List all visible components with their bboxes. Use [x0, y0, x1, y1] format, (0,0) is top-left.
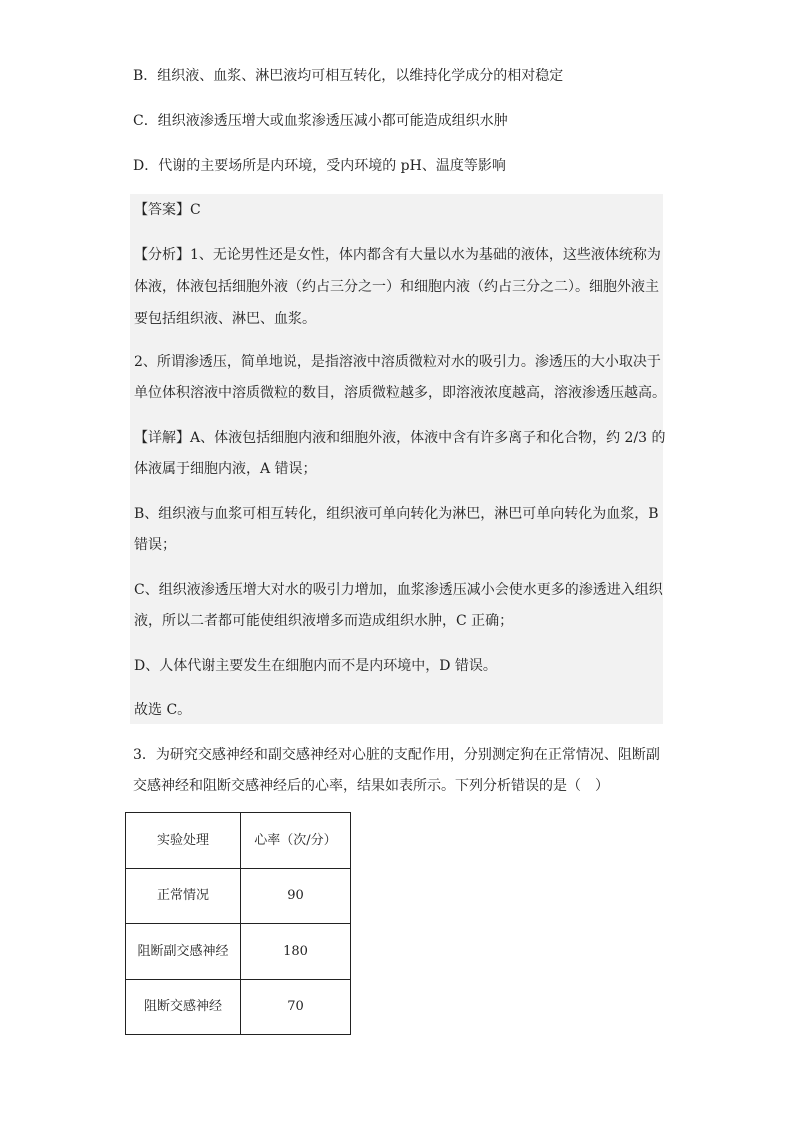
analysis2-line-1: 2、所谓渗透压，简单地说，是指溶液中溶质微粒对水的吸引力。渗透压的大小取决于 [134, 354, 661, 370]
table-cell: 180 [241, 924, 351, 980]
table-cell: 90 [241, 869, 351, 924]
analysis-line-3: 要包括组织液、淋巴、血浆。 [134, 311, 316, 327]
table-cell: 70 [241, 980, 351, 1035]
table-row [126, 869, 351, 924]
detail-line-1: 【详解】A、体液包括细胞内液和细胞外液，体液中含有许多离子和化合物，约 2/3 的 [134, 430, 666, 446]
table-header-cell: 实验处理 [126, 813, 241, 869]
question3-stem-line-2: 交感神经和阻断交感神经后的心率，结果如表所示。下列分析错误的是（ ） [133, 778, 609, 794]
answer-line: 【答案】C [134, 202, 201, 218]
detail-d-line: D、人体代谢主要发生在细胞内而不是内环境中，D 错误。 [134, 658, 497, 674]
detail-c-line-1: C、组织液渗透压增大对水的吸引力增加，血浆渗透压减小会使水更多的渗透进入组织 [134, 582, 663, 598]
detail-c-line-2: 液，所以二者都可能使组织液增多而造成组织水肿，C 正确； [134, 613, 514, 629]
table-cell: 阻断副交感神经 [126, 924, 241, 980]
table-cell: 阻断交感神经 [126, 980, 241, 1035]
detail-b-line-1: B、组织液与血浆可相互转化，组织液可单向转化为淋巴，淋巴可单向转化为血浆，B [134, 506, 659, 522]
option-d: D．代谢的主要场所是内环境，受内环境的 pH、温度等影响 [133, 158, 506, 174]
option-b: B．组织液、血浆、淋巴液均可相互转化，以维持化学成分的相对稳定 [133, 68, 564, 84]
conclusion-line: 故选 C。 [134, 702, 192, 718]
table-header-cell: 心率（次/分） [241, 813, 351, 869]
table-row [126, 924, 351, 980]
detail-b-line-2: 错误； [134, 537, 176, 553]
table-cell: 正常情况 [126, 869, 241, 924]
analysis2-line-2: 单位体积溶液中溶质微粒的数目，溶质微粒越多，即溶液浓度越高，溶液渗透压越高。 [134, 385, 666, 401]
table-row [126, 980, 351, 1035]
option-c: C．组织液渗透压增大或血浆渗透压减小都可能造成组织水肿 [133, 113, 508, 129]
detail-line-2: 体液属于细胞内液，A 错误； [134, 461, 317, 477]
analysis-line-1: 【分析】1、无论男性还是女性，体内都含有大量以水为基础的液体，这些液体统称为 [134, 247, 661, 263]
heart-rate-table [125, 812, 351, 1035]
table-header-row [126, 813, 351, 869]
analysis-line-2: 体液，体液包括细胞外液（约占三分之一）和细胞内液（约占三分之二）。细胞外液主 [134, 279, 659, 295]
question3-stem-line-1: 3．为研究交感神经和副交感神经对心脏的支配作用，分别测定狗在正常情况、阻断副 [133, 747, 660, 763]
